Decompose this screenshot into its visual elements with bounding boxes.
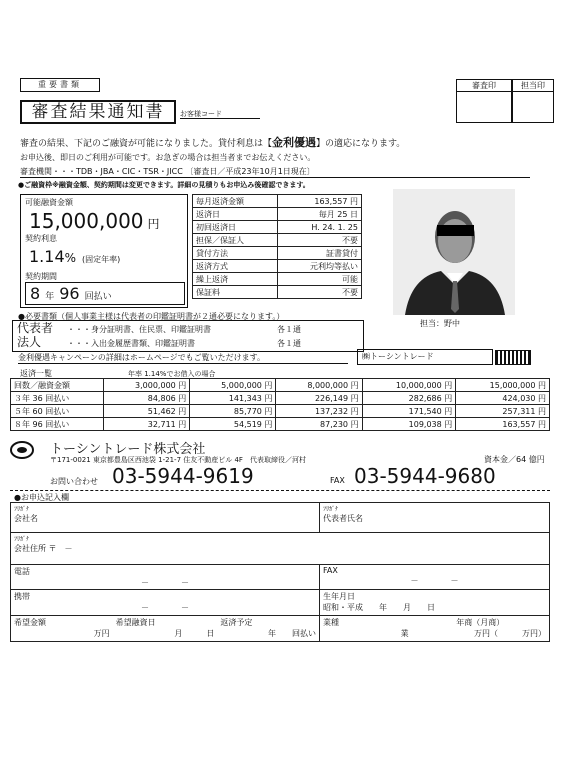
period-count: 96 bbox=[59, 284, 80, 303]
details-row bbox=[193, 260, 362, 273]
furigana-label-2: ﾌﾘｶﾞﾅ bbox=[323, 506, 339, 513]
cut-line bbox=[10, 490, 550, 491]
fax-label: FAX bbox=[330, 476, 345, 485]
repay-cell: 137,232 円 bbox=[276, 405, 362, 418]
repay-cell: 282,686 円 bbox=[362, 392, 456, 405]
documents-heading: ●必要書類（個人事業主様は代表者の印鑑証明書が２通必要になります。） bbox=[18, 312, 285, 321]
company-address: 〒171-0021 東京都豊島区西池袋 1-21-7 住友不動産ビル 4F 代表取締役／河村 bbox=[50, 456, 306, 464]
repay-cell: 163,557 円 bbox=[456, 418, 550, 431]
details-value: 毎月 25 日 bbox=[277, 208, 362, 221]
campaign-text: 金利優遇キャンペーンの詳細はホームページでもご覧いただけます。 bbox=[18, 352, 348, 364]
industry-unit: 業 bbox=[400, 629, 409, 638]
interest-rate-unit: % bbox=[64, 251, 77, 265]
details-row bbox=[193, 208, 362, 221]
details-label: 貸付方法 bbox=[193, 247, 278, 260]
details-value: 証書貸付 bbox=[277, 247, 362, 260]
repay-cell: 32,711 円 bbox=[104, 418, 190, 431]
details-value: 元利均等払い bbox=[277, 260, 362, 273]
repay-row bbox=[11, 405, 550, 418]
details-label: 毎月返済金額 bbox=[193, 195, 278, 208]
repay-label: 返済一覧 bbox=[20, 369, 52, 378]
intro-line-1 bbox=[20, 134, 405, 150]
staff-stamp-label: 担当印 bbox=[513, 80, 553, 92]
details-label: 保証料 bbox=[193, 286, 278, 299]
repay-column-header: 3,000,000 円 bbox=[104, 379, 190, 392]
desired-amount-label: 希望金額 bbox=[14, 618, 46, 627]
customer-code-line bbox=[180, 118, 260, 119]
repay-column-header: 5,000,000 円 bbox=[190, 379, 276, 392]
birth-field[interactable] bbox=[320, 590, 550, 616]
repay-column-header: 15,000,000 円 bbox=[456, 379, 550, 392]
details-label: 返済方式 bbox=[193, 260, 278, 273]
rep-name-label: 代表者氏名 bbox=[323, 514, 363, 523]
repay-note: 年率 1.14%でお借入の場合 bbox=[128, 370, 216, 378]
intro-line-2: お申込後、即日のご利用が可能です。お急ぎの場合は担当者までお伝えください。 bbox=[20, 153, 316, 162]
amount-label: 可能融資金額 bbox=[25, 198, 73, 207]
loan-details-table bbox=[192, 194, 362, 299]
repay-cell: 109,038 円 bbox=[362, 418, 456, 431]
repay-cell: 141,343 円 bbox=[190, 392, 276, 405]
industry-field[interactable] bbox=[320, 616, 412, 640]
qr-code-icon bbox=[495, 350, 531, 365]
business-cells bbox=[320, 616, 550, 642]
repay-row-label: ３年 36 回払い bbox=[11, 392, 104, 405]
rate-preference-highlight: 金利優遇 bbox=[272, 136, 317, 149]
details-value: 不要 bbox=[277, 234, 362, 247]
intro-text-c: 】の適応になります。 bbox=[316, 139, 406, 149]
details-row bbox=[193, 273, 362, 286]
tel-label: お問い合わせ bbox=[50, 477, 98, 486]
document-holder: 法人 bbox=[17, 335, 42, 349]
details-label: 初回返済日 bbox=[193, 221, 278, 234]
eye-mask bbox=[437, 225, 474, 236]
document-row bbox=[13, 335, 363, 349]
address-field[interactable] bbox=[11, 533, 550, 565]
repay-cell: 424,030 円 bbox=[456, 392, 550, 405]
details-row bbox=[193, 195, 362, 208]
repay-cell: 87,230 円 bbox=[276, 418, 362, 431]
loan-request-cells bbox=[11, 616, 320, 642]
details-value: 不要 bbox=[277, 286, 362, 299]
document-list: ・・・入出金履歴書類、印鑑証明書 bbox=[67, 339, 195, 348]
fax-field-label: FAX bbox=[323, 566, 338, 575]
period-count-unit: 回払い bbox=[84, 292, 112, 302]
fax-number: 03-5944-9680 bbox=[354, 464, 496, 488]
repay-plan-unit: 年 回払い bbox=[268, 629, 316, 638]
customer-code-label: お客様コード bbox=[180, 110, 222, 118]
loan-amount-unit: 円 bbox=[147, 217, 160, 231]
screening-agencies: 審査機関・・・TDB・JBA・CIC・TSR・JICC 〔審査日／平成23年10月1日現在〕 bbox=[20, 166, 530, 178]
repay-cell: 171,540 円 bbox=[362, 405, 456, 418]
details-row bbox=[193, 234, 362, 247]
details-label: 繰上返済 bbox=[193, 273, 278, 286]
repay-plan-label: 返済予定 bbox=[220, 618, 253, 627]
tel-field[interactable] bbox=[11, 565, 320, 590]
repay-plan-field[interactable] bbox=[217, 616, 319, 640]
company-logo-icon bbox=[10, 440, 34, 460]
document-list: ・・・身分証明書、住民票、印鑑証明書 bbox=[67, 325, 211, 334]
rate-label: 契約利息 bbox=[25, 234, 57, 243]
repay-row-label: ５年 60 回払い bbox=[11, 405, 104, 418]
birth-field-label: 生年月日 bbox=[323, 592, 355, 601]
document-tag: 重要書類 bbox=[20, 78, 100, 92]
repay-cell: 84,806 円 bbox=[104, 392, 190, 405]
repay-cell: 51,462 円 bbox=[104, 405, 190, 418]
staff-photo bbox=[393, 189, 515, 315]
application-form bbox=[10, 502, 550, 642]
tel-field-label: 電話 bbox=[14, 567, 30, 576]
fax-dash: － － bbox=[410, 576, 459, 585]
revenue-field[interactable] bbox=[412, 616, 549, 640]
tel-dash: － － bbox=[141, 578, 189, 587]
address-label: 会社住所 〒 － bbox=[14, 544, 73, 553]
documents-box bbox=[12, 320, 364, 352]
details-row bbox=[193, 221, 362, 234]
mobile-dash: － － bbox=[141, 603, 189, 612]
company-search-box: ㈱トーシントレード bbox=[357, 349, 493, 365]
company-capital: 資本金／64 億円 bbox=[484, 455, 545, 464]
details-value: H. 24. 1. 25 bbox=[277, 221, 362, 234]
company-name-field[interactable] bbox=[11, 503, 320, 533]
rate-note: (固定年率) bbox=[82, 255, 121, 264]
mobile-field-label: 携帯 bbox=[14, 592, 30, 601]
staff-name: 担当：野中 bbox=[420, 319, 460, 328]
details-row bbox=[193, 286, 362, 299]
furigana-label: ﾌﾘｶﾞﾅ bbox=[14, 506, 30, 513]
interest-rate bbox=[29, 247, 120, 266]
loan-frame-heading: ●ご融資枠※融資金額、契約期間は変更できます。詳細の見積りもお申込み後確認できます。 bbox=[18, 181, 310, 189]
desired-amount-field[interactable] bbox=[11, 616, 113, 640]
period-label: 契約期間 bbox=[25, 272, 57, 281]
period-years-unit: 年 bbox=[45, 292, 55, 302]
details-label: 担保／保証人 bbox=[193, 234, 278, 247]
desired-date-label: 希望融資日 bbox=[115, 618, 156, 627]
revenue-unit: 万円（ 万円） bbox=[474, 629, 546, 638]
details-value: 可能 bbox=[277, 273, 362, 286]
details-value: 163,557 円 bbox=[277, 195, 362, 208]
document-holder: 代表者 bbox=[17, 321, 54, 335]
review-stamp-box bbox=[456, 79, 512, 123]
form-heading: ●お申込記入欄 bbox=[14, 493, 69, 502]
repay-row-label: ８年 96 回払い bbox=[11, 418, 104, 431]
repay-header-label: 回数／融資金額 bbox=[11, 379, 104, 392]
loan-amount bbox=[29, 209, 160, 233]
page-title: 審査結果通知書 bbox=[20, 100, 176, 124]
repay-cell: 226,149 円 bbox=[276, 392, 362, 405]
contract-period bbox=[25, 282, 185, 305]
company-name-label: 会社名 bbox=[14, 514, 38, 523]
desired-amount-unit: 万円 bbox=[93, 629, 110, 638]
staff-stamp-box bbox=[512, 79, 554, 123]
rep-name-field[interactable] bbox=[320, 503, 550, 533]
document-row bbox=[13, 321, 363, 335]
company-name: トーシントレード株式会社 bbox=[50, 442, 206, 457]
mobile-field[interactable] bbox=[11, 590, 320, 616]
repay-row bbox=[11, 418, 550, 431]
industry-label: 業種 bbox=[323, 618, 339, 627]
repay-cell: 54,519 円 bbox=[190, 418, 276, 431]
loan-summary-box bbox=[20, 194, 188, 308]
tel-number: 03-5944-9619 bbox=[112, 464, 254, 488]
intro-text-a: 審査の結果、下記のご融資が可能になりました。貸付利息は【 bbox=[20, 139, 273, 149]
desired-date-field[interactable] bbox=[113, 616, 218, 640]
interest-rate-value: 1.14 bbox=[29, 247, 65, 266]
revenue-label: 年商（月商） bbox=[456, 618, 505, 627]
repay-column-header: 10,000,000 円 bbox=[362, 379, 456, 392]
furigana-label-3: ﾌﾘｶﾞﾅ bbox=[14, 536, 30, 543]
details-row bbox=[193, 247, 362, 260]
period-years: 8 bbox=[30, 284, 41, 303]
details-label: 返済日 bbox=[193, 208, 278, 221]
document-count: 各１通 bbox=[277, 325, 301, 334]
repay-row bbox=[11, 392, 550, 405]
loan-amount-value: 15,000,000 bbox=[29, 209, 144, 233]
repayment-table bbox=[10, 378, 550, 431]
birth-era: 昭和・平成 年 月 日 bbox=[323, 603, 435, 612]
document-count: 各１通 bbox=[277, 339, 301, 348]
desired-date-unit: 月 日 bbox=[174, 629, 215, 638]
repay-column-header: 8,000,000 円 bbox=[276, 379, 362, 392]
review-stamp-label: 審査印 bbox=[457, 80, 511, 92]
fax-field[interactable] bbox=[320, 565, 550, 590]
portrait-silhouette bbox=[393, 189, 515, 315]
repay-cell: 257,311 円 bbox=[456, 405, 550, 418]
repay-cell: 85,770 円 bbox=[190, 405, 276, 418]
